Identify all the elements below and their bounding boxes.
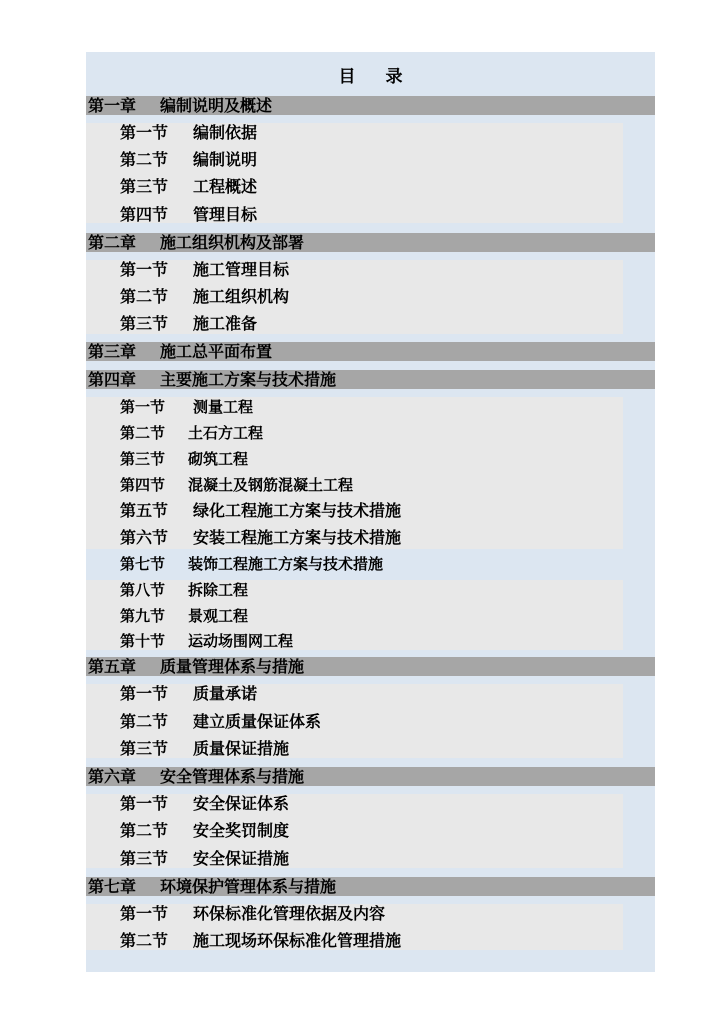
chapter-number: 第四章 [88,370,137,389]
section-number: 第二节 [120,712,169,731]
chapter-row[interactable] [86,657,655,676]
section-title: 运动场围网工程 [188,632,294,650]
section-row[interactable] [120,394,253,420]
section-row[interactable] [120,551,383,577]
section-title: 土石方工程 [188,424,264,442]
chapter-title: 主要施工方案与技术措施 [160,370,337,389]
section-title: 施工准备 [193,314,258,333]
section-number: 第七节 [120,555,166,573]
section-number: 第一节 [120,904,169,923]
chapter-title: 质量管理体系与措施 [160,657,305,676]
section-row[interactable] [120,201,257,228]
section-row[interactable] [120,119,257,146]
chapter-number: 第五章 [88,657,137,676]
section-row[interactable] [120,524,401,551]
section-title: 拆除工程 [188,581,249,599]
section-row[interactable] [120,256,289,283]
chapter-number: 第七章 [88,877,137,896]
section-title: 安全奖罚制度 [193,821,290,840]
section-title: 景观工程 [188,607,249,625]
section-number: 第四节 [120,476,166,494]
chapter-row[interactable] [86,767,655,786]
section-row[interactable] [120,146,257,173]
chapter-row[interactable] [86,877,655,896]
chapter-row[interactable] [86,233,655,252]
section-row[interactable] [120,310,257,337]
section-number: 第二节 [120,287,169,306]
section-title: 编制说明 [193,150,258,169]
chapter-row[interactable] [86,96,655,115]
section-number: 第二节 [120,931,169,950]
section-title: 安全保证措施 [193,849,290,868]
section-row[interactable] [120,927,401,954]
section-title: 施工现场环保标准化管理措施 [193,931,402,950]
chapter-number: 第三章 [88,342,137,361]
section-row[interactable] [120,497,401,524]
section-row[interactable] [120,735,289,762]
chapter-title: 环境保护管理体系与措施 [160,877,337,896]
section-row[interactable] [120,173,257,200]
section-title: 环保标准化管理依据及内容 [193,904,386,923]
section-number: 第二节 [120,424,166,442]
chapter-number: 第一章 [88,96,137,115]
section-number: 第一节 [120,794,169,813]
chapter-number: 第六章 [88,767,137,786]
section-number: 第八节 [120,581,166,599]
section-title: 混凝土及钢筋混凝土工程 [188,476,354,494]
chapter-row[interactable] [86,342,655,361]
section-row[interactable] [120,845,289,872]
page-title [86,62,655,92]
section-number: 第六节 [120,528,169,547]
section-number: 第一节 [120,684,169,703]
section-row[interactable] [120,680,257,707]
section-number: 第三节 [120,314,169,333]
section-number: 第三节 [120,450,166,468]
section-number: 第二节 [120,821,169,840]
chapter-title: 安全管理体系与措施 [160,767,305,786]
section-title: 测量工程 [193,398,254,416]
title-right-char: 录 [385,67,403,87]
section-title: 质量承诺 [193,684,258,703]
section-number: 第二节 [120,150,169,169]
section-number: 第三节 [120,739,169,758]
section-row[interactable] [120,900,385,927]
section-row[interactable] [120,420,263,446]
section-number: 第三节 [120,849,169,868]
title-left-char: 目 [338,67,356,87]
chapter-row[interactable] [86,370,655,389]
section-title: 安装工程施工方案与技术措施 [193,528,402,547]
section-row[interactable] [120,708,321,735]
section-row[interactable] [120,817,289,844]
section-title: 管理目标 [193,205,258,224]
chapter-number: 第二章 [88,233,137,252]
section-number: 第三节 [120,177,169,196]
section-title: 建立质量保证体系 [193,712,322,731]
section-title: 施工组织机构 [193,287,290,306]
table-of-contents [86,52,655,972]
section-number: 第四节 [120,205,169,224]
section-title: 工程概述 [193,177,258,196]
section-title: 质量保证措施 [193,739,290,758]
section-row[interactable] [120,577,248,603]
section-title: 编制依据 [193,123,258,142]
section-title: 施工管理目标 [193,260,290,279]
section-title: 砌筑工程 [188,450,249,468]
chapter-title: 编制说明及概述 [160,96,273,115]
section-number: 第一节 [120,123,169,142]
section-number: 第一节 [120,398,166,416]
section-row[interactable] [120,283,289,310]
section-number: 第五节 [120,501,169,520]
section-number: 第九节 [120,607,166,625]
section-title: 绿化工程施工方案与技术措施 [193,501,402,520]
section-number: 第一节 [120,260,169,279]
section-title: 装饰工程施工方案与技术措施 [188,555,384,573]
section-title: 安全保证体系 [193,794,290,813]
section-number: 第十节 [120,632,166,650]
section-row[interactable] [120,603,248,629]
chapter-title: 施工组织机构及部署 [160,233,305,252]
section-row[interactable] [120,472,353,498]
section-row[interactable] [120,790,289,817]
section-row[interactable] [120,446,248,472]
chapter-title: 施工总平面布置 [160,342,273,361]
section-row[interactable] [120,628,293,654]
